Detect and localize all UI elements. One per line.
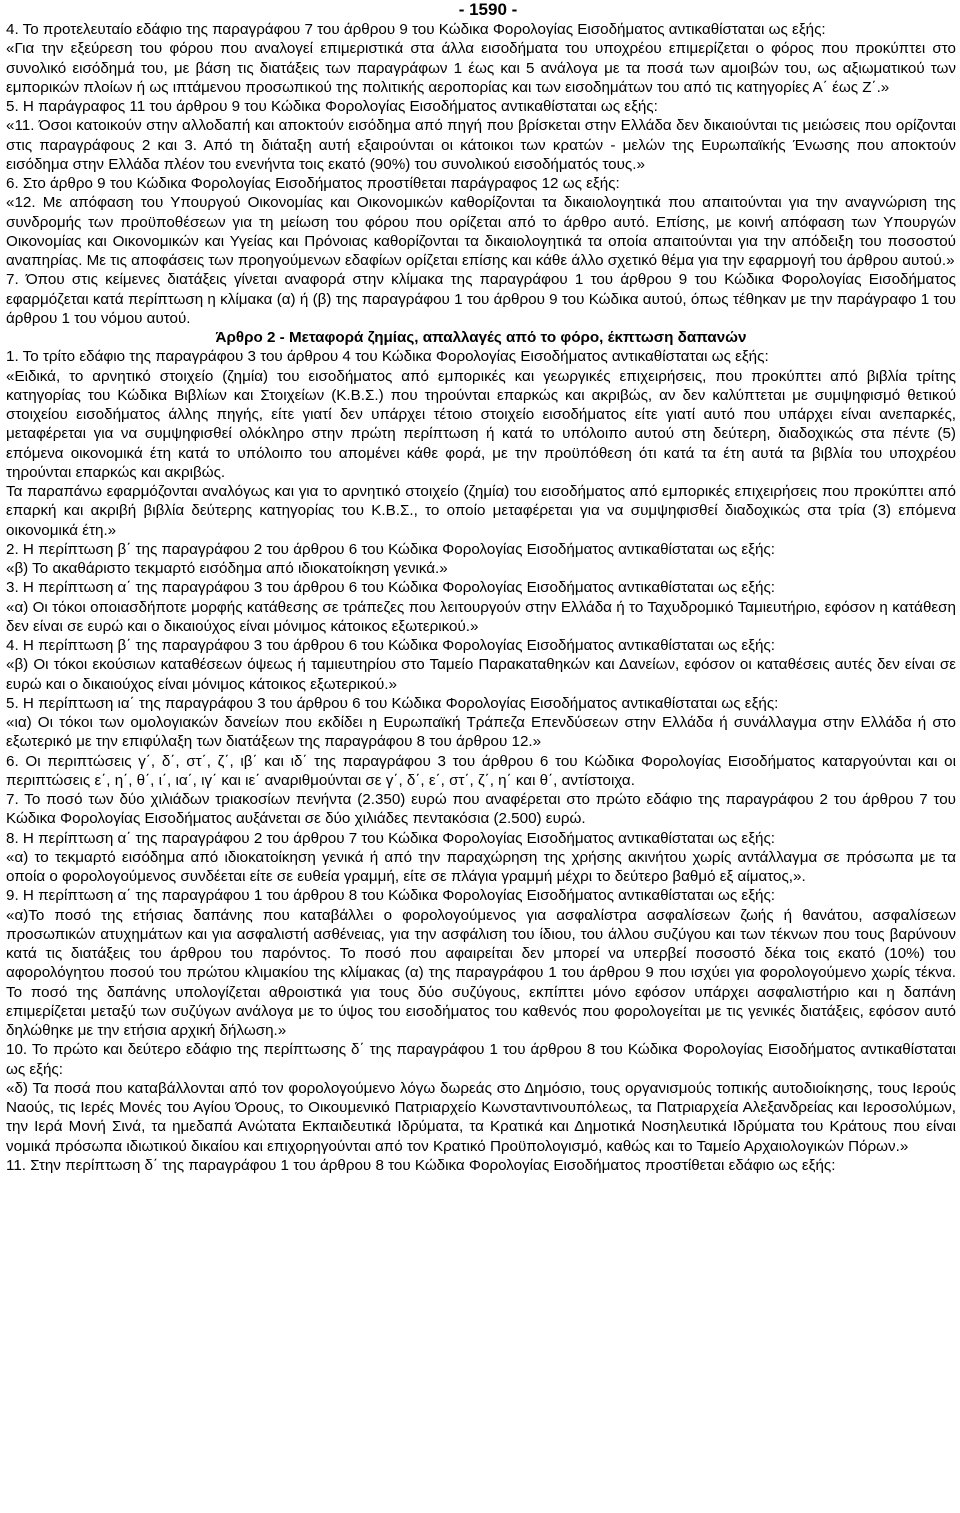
paragraph: 6. Οι περιπτώσεις γ΄, δ΄, στ΄, ζ΄, ιβ΄ και ιδ΄ της παραγράφου 3 του άρθρου 6 του Κώδικα Φορολογίας Εισοδήματος καταργούνται και οι περιπτώσεις ε΄, η΄, θ΄, ι΄, ια΄, ιγ΄ και ιε΄ αναριθμούνται σε γ΄, δ΄, ε΄, στ΄, ζ΄, η΄ και θ΄, αντίστοιχα. [6,752,956,789]
paragraph: «Ειδικά, το αρνητικό στοιχείο (ζημία) του εισοδήματος από εμπορικές και γεωργικές επιχειρήσεις, που προκύπτει από βιβλία τρίτης κατηγορίας του Κώδικα Βιβλίων και Στοιχείων (Κ.Β.Σ.) που τηρούνται επαρκώς και ακριβώς, αν δεν καλύπτεται με συμψηφισμό θετικού στοιχείου εισοδήματος άλλης πηγής, είτε γιατί δεν υπάρχει τέτοιο στοιχείο εισοδήματος είτε γιατί αυτό που υπάρχει είναι ανεπαρκές, μεταφέρεται για να συμψηφισθεί ολόκληρο στην πρώτη περίπτωση ή κατά το υπόλοιπο αυτού στη δεύτερη, διαδοχικώς στα πέντε (5) επόμενα οικονομικά έτη κατά το υπόλοιπο του απομένει κάθε φορά, με την προϋπόθεση ότι κατά τα έτη αυτά τα βιβλία του υποχρέου τηρούνται επαρκώς και ακριβώς. [6,367,956,481]
paragraph: 5. Η περίπτωση ια΄ της παραγράφου 3 του άρθρου 6 του Κώδικα Φορολογίας Εισοδήματος αντικαθίσταται ως εξής: [6,694,779,712]
paragraph: «β) Οι τόκοι εκούσιων καταθέσεων όψεως ή ταμιευτηρίου στο Ταμείο Παρακαταθηκών και Δανείων, εφόσον οι καταθέσεις αυτές δεν είναι σε ευρώ και ο δικαιούχος είναι μόνιμος κάτοικος εξωτερικού.» [6,656,956,693]
paragraph: 7. Όπου στις κείμενες διατάξεις γίνεται αναφορά στην κλίμακα της παραγράφου 1 του άρθρου 9 του Κώδικα Φορολογίας Εισοδήματος εφαρμόζεται κατά περίπτωση η κλίμακα (α) ή (β) της παραγράφου 1 του άρθρου 9 του Κώδικα αυτού, όπως τέθηκαν με την παράγραφο 1 του άρθρου 1 του νόμου αυτού. [6,271,956,327]
document-body [6,20,956,1175]
paragraph: «12. Με απόφαση του Υπουργού Οικονομίας και Οικονομικών καθορίζονται τα δικαιολογητικά που απαιτούνται για την αναγνώριση της συνδρομής των προϋποθέσεων για τη μείωση του φόρου που ορίζεται από το άρθρο αυτό. Επίσης, με κοινή απόφαση των Υπουργών Οικονομίας και Οικονομικών και Υγείας και Πρόνοιας καθορίζονται τα δικαιολογητικά τα οποία απαιτούνται για την απόδειξη του ποσοστού αναπηρίας. Με τις αποφάσεις των προηγούμενων εδαφίων ορίζεται επίσης και κάθε άλλο σχετικό θέμα για την εφαρμογή του άρθρου αυτού.» [6,194,956,269]
paragraph: 6. Στο άρθρο 9 του Κώδικα Φορολογίας Εισοδήματος προστίθεται παράγραφος 12 ως εξής: [6,175,620,192]
paragraph: «Για την εξεύρεση του φόρου που αναλογεί επιμεριστικά στα άλλα εισοδήματα του υποχρέου επιμερίζεται ο φόρος που προκύπτει στο συνολικό εισόδημά του, με βάση τις διατάξεις των παραγράφων 1 έως και 5 ανάλογα με τα ποσά των αμοιβών του, ως αξιωματικού των εμπορικών πλοίων ή ως ιπτάμενου προσωπικού της πολιτικής αεροπορίας και των εισοδημάτων του από τις κατηγορίες Α΄ έως Ζ΄.» [6,40,956,96]
paragraph: «α) Οι τόκοι οποιασδήποτε μορφής κατάθεσης σε τράπεζες που λειτουργούν στην Ελλάδα ή το Ταχυδρομικό Ταμιευτήριο, εφόσον η κατάθεση δεν είναι σε ευρώ και ο δικαιούχος είναι μόνιμος κάτοικος εξωτερικού.» [6,598,956,635]
paragraph: 4. Το προτελευταίο εδάφιο της παραγράφου 7 του άρθρου 9 του Κώδικα Φορολογίας Εισοδήματος αντικαθίσταται ως εξής: [6,21,826,38]
paragraph: «α)Το ποσό της ετήσιας δαπάνης που καταβάλλει ο φορολογούμενος για ασφαλίστρα ασφαλίσεων ζωής ή θανάτου, ασφαλίσεων προσωπικών ατυχημάτων και για ασφαλιστή ασθένειας, για την ασφάλιση του ίδιου, του άλλου συζύγου και των τέκνων που τους βαρύνουν κατά τις διατάξεις του άρθρου του παρόντος. Το ποσό που αφαιρείται δεν μπορεί να υπερβεί ποσοστό δέκα τοις εκατό (10%) του αφορολόγητου ποσού του πρώτου κλιμακίου της κλίμακας (α) της παραγράφου 1 του άρθρου 9 που ισχύει για φορολογούμενο χωρίς τέκνα. Το ποσό της δαπάνης υπολογίζεται αθροιστικά για τους δύο συζύγους, εκπίπτει μόνο εφόσον υπάρχει ασφαλιστήριο και η δαπάνη επιμερίζεται μεταξύ των συζύγων ανάλογα με το ύψος του εισοδήματος του καθενός που φορολογείται με τις γενικές διατάξεις, εφόσον αυτό δηλώθηκε με την ετήσια αρχική δήλωση.» [6,906,956,1039]
paragraph: 4. Η περίπτωση β΄ της παραγράφου 3 του άρθρου 6 του Κώδικα Φορολογίας Εισοδήματος αντικαθίσταται ως εξής: [6,637,775,654]
paragraph: 11. Στην περίπτωση δ΄ της παραγράφου 1 του άρθρου 8 του Κώδικα Φορολογίας Εισοδήματος προστίθεται εδάφιο ως εξής: [6,1156,836,1174]
page-number: - 1590 - [458,0,518,19]
paragraph: «α) το τεκμαρτό εισόδημα από ιδιοκατοίκηση γενικά ή από την παραχώρηση της χρήσης ακινήτου χωρίς αντάλλαγμα σε πρόσωπα με τα οποία ο φορολογούμενος συνδέεται είτε σε ευθεία γραμμή, είτε σε πλάγια γραμμή μέχρι το δεύτερο βαθμό εξ αίματος,». [6,848,956,885]
paragraph: 1. Το τρίτο εδάφιο της παραγράφου 3 του άρθρου 4 του Κώδικα Φορολογίας Εισοδήματος αντικαθίσταται ως εξής: [6,348,769,366]
article-heading: Άρθρο 2 - Μεταφορά ζημίας, απαλλαγές από το φόρο, έκπτωση δαπανών [215,329,747,346]
paragraph: 5. Η παράγραφος 11 του άρθρου 9 του Κώδικα Φορολογίας Εισοδήματος αντικαθίσταται ως εξής: [6,98,658,115]
paragraph: 8. Η περίπτωση α΄ της παραγράφου 2 του άρθρου 7 του Κώδικα Φορολογίας Εισοδήματος αντικαθίσταται ως εξής: [6,829,775,847]
paragraph: Τα παραπάνω εφαρμόζονται αναλόγως και για το αρνητικό στοιχείο (ζημία) του εισοδήματος από εμπορικές επιχειρήσεις που προκύπτει από επαρκή και ακριβή βιβλία δεύτερης κατηγορίας του Κ.Β.Σ., το οποίο μεταφέρεται για να συμψηφισθεί διαδοχικώς στα τρία (3) επόμενα οικονομικά έτη.» [6,483,956,539]
paragraph: «β) Το ακαθάριστο τεκμαρτό εισόδημα από ιδιοκατοίκηση γενικά.» [6,560,448,577]
paragraph: «δ) Τα ποσά που καταβάλλονται από τον φορολογούμενο λόγω δωρεάς στο Δημόσιο, τους οργανισμούς τοπικής αυτοδιοίκησης, τους Ιερούς Ναούς, τις Ιερές Μονές του Αγίου Όρους, το Οικουμενικό Πατριαρχείο Κωνσταντινουπόλεως, τα Πατριαρχεία Αλεξανδρείας και Ιεροσολύμων, την Ιερά Μονή Σινά, τα ημεδαπά Ανώτατα Εκπαιδευτικά Ιδρύματα, τα Κρατικά και Δημοτικά Νοσηλευτικά Ιδρύματα του Κράτους που είναι νομικά πρόσωπα ιδιωτικού δικαίου και επιχορηγούνται από τον Κρατικό Προϋπολογισμό, καθώς και το Ταμείο Αρχαιολογικών Πόρων.» [6,1079,956,1155]
paragraph: 9. Η περίπτωση α΄ της παραγράφου 1 του άρθρου 8 του Κώδικα Φορολογίας Εισοδήματος αντικαθίσταται ως εξής: [6,887,775,905]
paragraph: 3. Η περίπτωση α΄ της παραγράφου 3 του άρθρου 6 του Κώδικα Φορολογίας Εισοδήματος αντικαθίσταται ως εξής: [6,579,775,597]
paragraph: 2. Η περίπτωση β΄ της παραγράφου 2 του άρθρου 6 του Κώδικα Φορολογίας Εισοδήματος αντικαθίσταται ως εξής: [6,540,775,558]
paragraph: «11. Όσοι κατοικούν στην αλλοδαπή και αποκτούν εισόδημα από πηγή που βρίσκεται στην Ελλάδα δεν δικαιούνται τις μειώσεις που ορίζονται στις παραγράφους 2 και 3. Από τη διάταξη αυτή εξαιρούνται οι κάτοικοι των κρατών - μελών της Ευρωπαϊκής Ένωσης που αποκτούν εισόδημα στην Ελλάδα πλέον του ενενήντα τοις εκατό (90%) του συνολικού εισοδήματός τους.» [6,117,956,173]
paragraph: 7. Το ποσό των δύο χιλιάδων τριακοσίων πενήντα (2.350) ευρώ που αναφέρεται στο πρώτο εδάφιο της παραγράφου 2 του άρθρου 7 του Κώδικα Φορολογίας Εισοδήματος αυξάνεται σε δύο χιλιάδες πεντακόσια (2.500) ευρώ. [6,791,956,828]
paragraph: «ια) Οι τόκοι των ομολογιακών δανείων που εκδίδει η Ευρωπαϊκή Τράπεζα Επενδύσεων στην Ελλάδα ή συνάλλαγμα στην Ελλάδα ή στο εξωτερικό με την επιφύλαξη των διατάξεων της παραγράφου 8 του άρθρου 12.» [6,714,956,751]
paragraph: 10. Το πρώτο και δεύτερο εδάφιο της περίπτωσης δ΄ της παραγράφου 1 του άρθρου 8 του Κώδικα Φορολογίας Εισοδήματος αντικαθίσταται ως εξής: [6,1041,956,1078]
